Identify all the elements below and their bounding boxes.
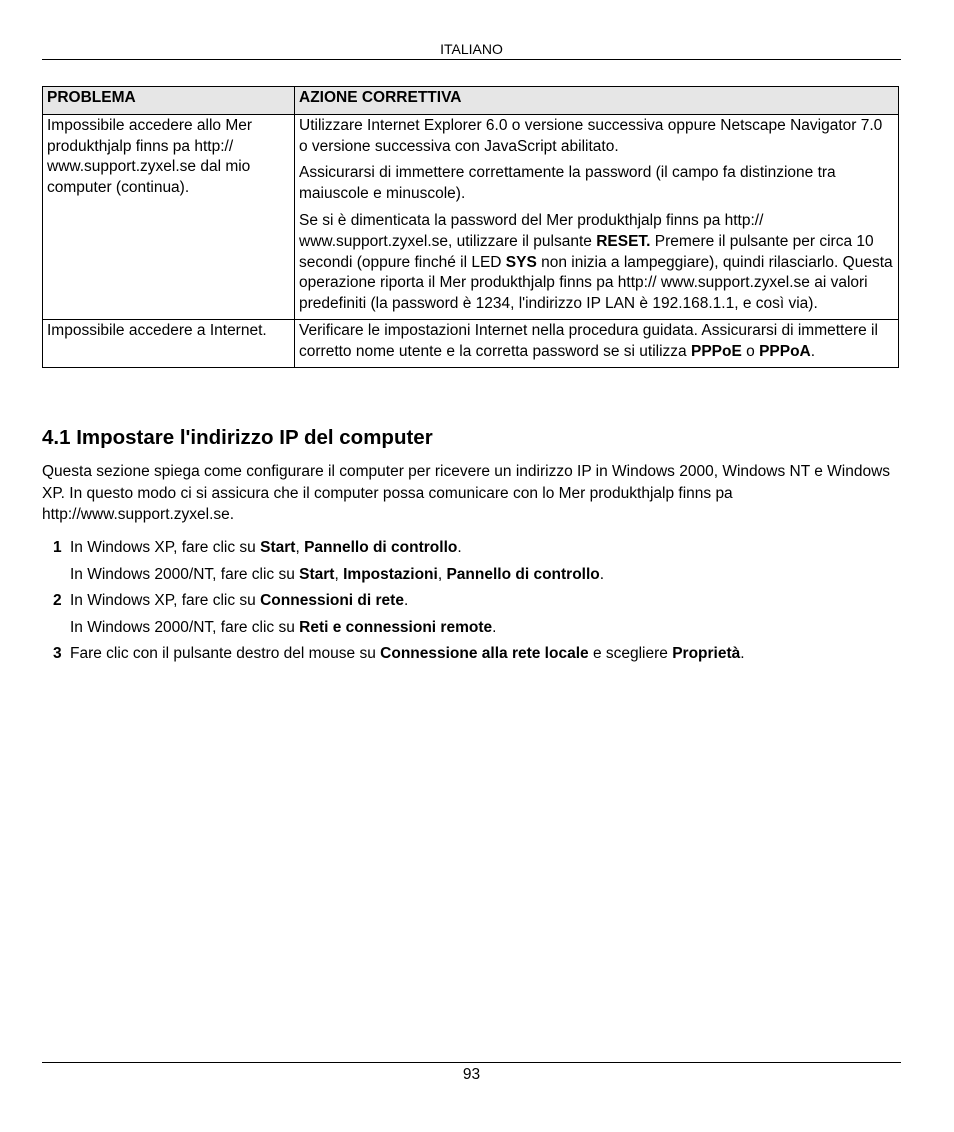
reset-term: RESET. (596, 232, 651, 250)
table-row (43, 114, 899, 319)
text-run: Verificare le impostazioni Internet nella procedura guidata. Assicurarsi di immettere il corretto nome utente e la corretta password se si utilizza (299, 321, 878, 360)
problem-cell: Impossibile accedere allo Mer produkthjalp finns pa http:// www.support.zyxel.se dal mio computer (continua). (43, 114, 295, 319)
action-paragraph: Utilizzare Internet Explorer 6.0 o versione successiva oppure Netscape Navigator 7.0 o versione successiva con JavaScript abilitato. (299, 116, 883, 155)
table-row (43, 319, 899, 367)
text-run: . (810, 342, 816, 360)
column-header-action: AZIONE CORRETTIVA (295, 87, 899, 115)
action-paragraph (299, 211, 894, 315)
section-intro: Questa sezione spiega come configurare il computer per ricevere un indirizzo IP in Windows 2000, Windows NT e Windows XP. In questo modo ci si assicura che il computer possa comunicare con lo Mer produkthjalp finns pa http://www.support.zyxel.se. (42, 463, 891, 523)
section-heading: 4.1 Impostare l'indirizzo IP del computer (42, 426, 433, 449)
text-run: o (741, 342, 760, 360)
pppoe-term: PPPoE (691, 342, 742, 360)
action-cell (295, 319, 899, 367)
steps-list (42, 537, 902, 670)
troubleshooting-table (42, 86, 899, 368)
step-2 (42, 590, 902, 617)
action-cell (295, 114, 899, 319)
step-text: In Windows 2000/NT, fare clic su Start, Impostazioni, Pannello di controllo. (70, 565, 605, 583)
step-text: In Windows XP, fare clic su Start, Pannello di controllo. (70, 539, 462, 556)
column-header-problem: PROBLEMA (43, 87, 295, 115)
step-text: In Windows 2000/NT, fare clic su Reti e connessioni remote. (70, 618, 497, 636)
running-header: ITALIANO (440, 41, 503, 57)
step-text: In Windows XP, fare clic su Connessioni di rete. (70, 592, 409, 609)
step-1-alt (42, 564, 902, 591)
text-run: Se si è dimenticata la password del Mer produkthjalp finns pa http:// www.support.zyxel.se, utilizzare il pulsante (299, 211, 764, 250)
step-number: 2 (53, 592, 62, 609)
step-3 (42, 643, 902, 670)
sys-term: SYS (505, 253, 537, 271)
pppoa-term: PPPoA (759, 342, 811, 360)
action-paragraph: Assicurarsi di immettere correttamente la password (il campo fa distinzione tra maiuscole e minuscole). (299, 164, 836, 203)
header-divider (42, 59, 901, 60)
step-1 (42, 537, 902, 564)
step-number: 1 (53, 539, 62, 556)
page-number: 93 (462, 1066, 481, 1083)
problem-cell: Impossibile accedere a Internet. (43, 319, 295, 367)
step-text: Fare clic con il pulsante destro del mouse su Connessione alla rete locale e scegliere Proprietà. (70, 645, 745, 662)
step-2-alt (42, 617, 902, 644)
step-number: 3 (53, 645, 62, 662)
table-header-row (43, 87, 899, 115)
footer-divider (42, 1062, 901, 1063)
text-run: non inizia a lampeggiare), quindi rilasciarlo. Questa operazione riporta il Mer produkthjalp finns pa http:// www.support.zyxel.se ai valori predefiniti (la password è 1234, l'indirizzo IP LAN è 192.168.1.1, e così via). (299, 253, 893, 313)
text-run: Premere il pulsante per circa 10 secondi (oppure finché il LED (299, 232, 874, 271)
